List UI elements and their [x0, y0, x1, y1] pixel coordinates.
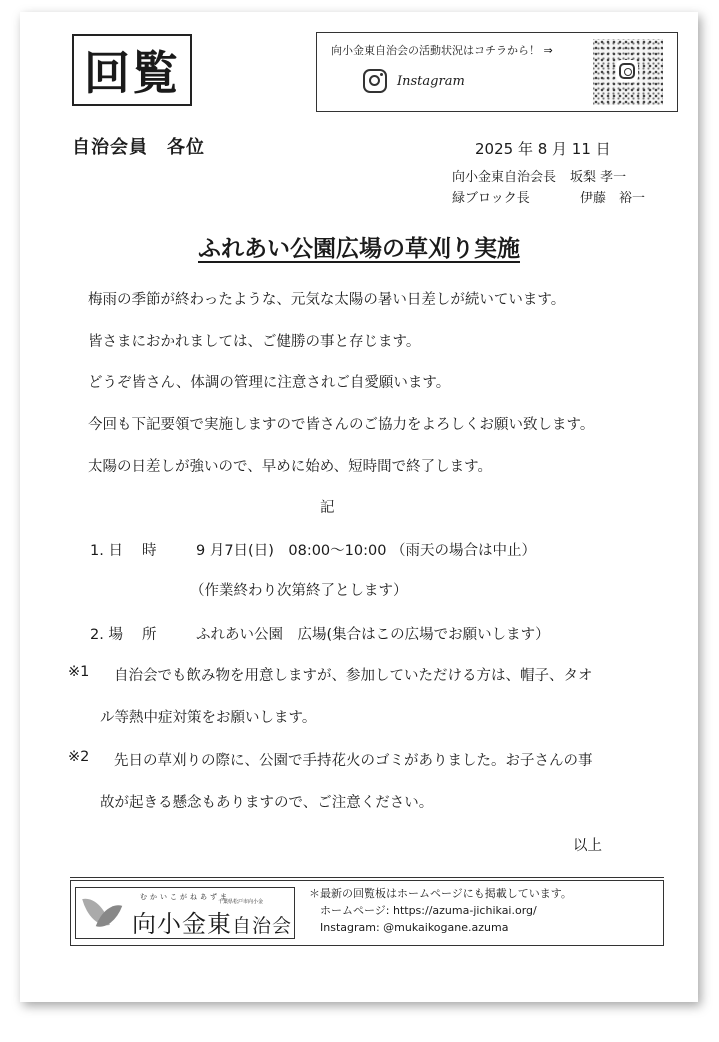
sender-row	[452, 167, 645, 188]
paragraph: 皆さまにおかれましては、ご健勝の事と存じます。	[88, 334, 421, 350]
instagram-handle: Instagram: @mukaikogane.azuma	[320, 921, 509, 934]
sender-row	[452, 188, 645, 209]
logo-name: 向小金東	[132, 910, 232, 938]
sender-block	[452, 167, 645, 209]
sender-role: 緑ブロック長	[452, 191, 530, 206]
sender-name: 伊藤 裕一	[580, 191, 646, 206]
leaf-icon	[96, 900, 122, 932]
footer	[70, 880, 664, 946]
paragraph: 太陽の日差しが強いので、早めに始め、短時間で終了します。	[88, 459, 492, 475]
note-text: ル等熱中症対策をお願いします。	[100, 710, 317, 726]
closing: 以上	[573, 838, 602, 854]
circular-title: 回覧	[84, 46, 180, 100]
association-logo	[75, 887, 295, 939]
item-label: 1. 日 時	[90, 543, 157, 559]
logo-sub: 自治会	[232, 915, 293, 937]
qr-code	[593, 39, 663, 105]
addressee: 自治会員 各位	[72, 137, 205, 158]
notice-title-text: ふれあい公園広場の草刈り実施	[198, 236, 520, 262]
paragraph: どうぞ皆さん、体調の管理に注意されご自愛願います。	[88, 375, 451, 391]
note-text: 先日の草刈りの際に、公園で手持花火のゴミがありました。お子さんの事	[114, 753, 593, 769]
sender-role: 向小金東自治会長	[452, 170, 557, 185]
circular-sheet	[20, 12, 698, 1002]
circular-title-box	[72, 34, 192, 106]
notice-title	[20, 230, 698, 263]
instagram-icon	[363, 69, 387, 93]
note-mark: ※2	[68, 749, 90, 765]
item-text: ふれあい公園 広場(集合はこの広場でお願いします）	[196, 627, 550, 643]
promo-text: 向小金東自治会の活動状況はコチラから！ ⇒	[331, 44, 553, 57]
item-sub: （作業終わり次第終了とします）	[190, 583, 408, 599]
issue-date: 2025 年 8 月 11 日	[475, 140, 611, 158]
paragraph: 今回も下記要領で実施しますので皆さんのご協力をよろしくお願い致します。	[88, 417, 595, 433]
logo-furigana: むかいこがねあずま	[140, 893, 230, 901]
logo-tag: 千葉県松戸市向小金	[218, 899, 264, 905]
sender-name: 坂梨 孝一	[570, 170, 627, 185]
note-text: 自治会でも飲み物を用意しますが、参加していただける方は、帽子、タオ	[114, 668, 593, 684]
item-label: 2. 場 所	[90, 627, 157, 643]
paragraph: 梅雨の季節が終わったような、元気な太陽の暑い日差しが続いています。	[88, 292, 566, 308]
footer-divider	[70, 877, 664, 878]
instagram-promo-box	[316, 32, 678, 112]
footer-info	[309, 885, 572, 936]
homepage-link: ホームページ: https://azuma-jichikai.org/	[320, 904, 537, 917]
qr-instagram-icon	[619, 63, 635, 79]
footer-info-line: ＊最新の回覧板はホームページにも掲載しています。	[309, 887, 572, 900]
item-text: 9 月7日(日) 08:00～10:00 （雨天の場合は中止）	[196, 543, 537, 559]
logo-main	[132, 904, 292, 939]
ki-marker: 記	[320, 500, 335, 516]
note-text: 故が起きる懸念もありますので、ご注意ください。	[100, 795, 434, 811]
instagram-label: Instagram	[397, 74, 465, 89]
note-mark: ※1	[68, 664, 90, 680]
qr-center	[616, 60, 638, 82]
